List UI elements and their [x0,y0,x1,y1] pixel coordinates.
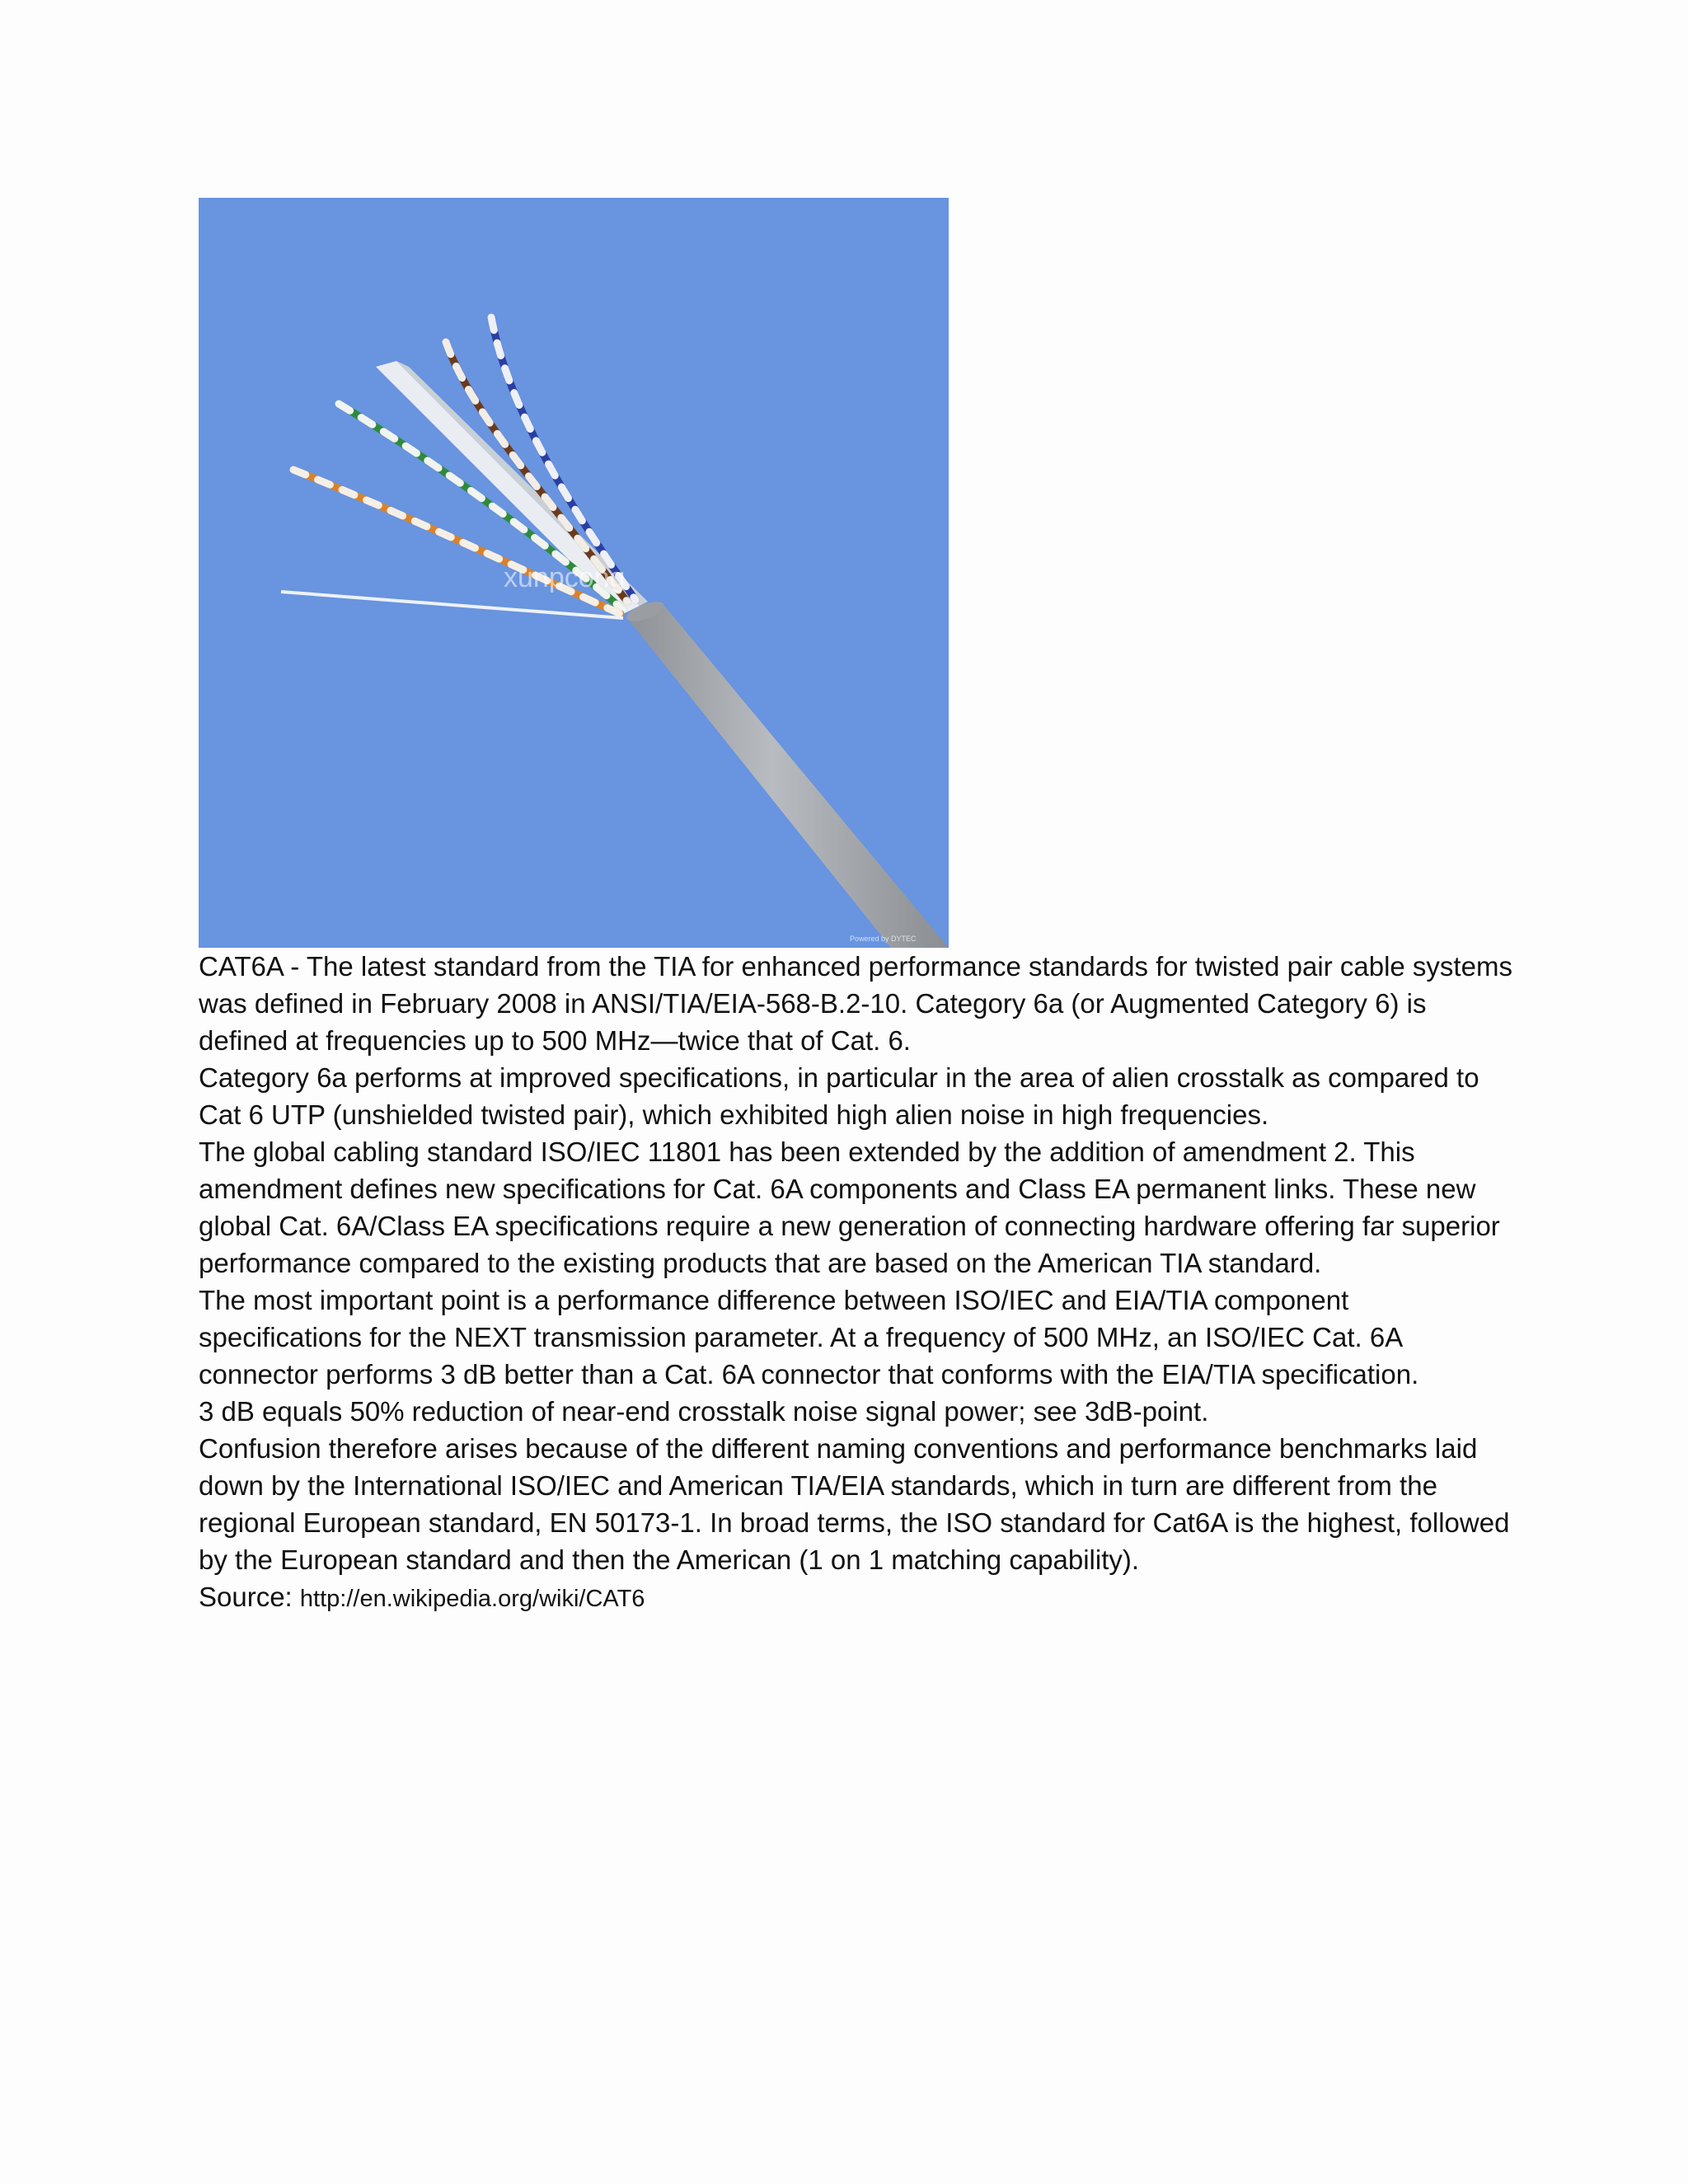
paragraph-iso-iec-11801: The global cabling standard ISO/IEC 11801 has been extended by the addition of amendment 2. This amendment defines new specifications for Cat. 6A components and Class EA permanent links. These new global Cat. 6A/Class EA specifications require a new generation of connecting hardware offering far superior performance compared to the existing products that are based on the American TIA standard. [199,1137,1500,1278]
watermark-text: xunpcong [504,562,626,593]
cable-photo [199,198,949,948]
paragraph-next-parameter: The most important point is a performance difference between ISO/IEC and EIA/TIA component specifications for the NEXT transmission parameter. At a frequency of 500 MHz, an ISO/IEC Cat. 6A connector performs 3 dB better than a Cat. 6A connector that conforms with the EIA/TIA specification. [199,1285,1419,1390]
photo-credit-text: Powered by DYTEC [850,935,917,943]
source-link[interactable]: http://en.wikipedia.org/wiki/CAT6 [299,1586,645,1612]
source-label: Source: [199,1582,300,1612]
paragraph-cat6a-intro: CAT6A - The latest standard from the TIA for enhanced performance standards for twisted pair cable systems was defined in February 2008 in ANSI/TIA/EIA-568-B.2-10. Category 6a (or Augmented Category 6) is defined at frequencies up to 500 MHz—twice that of Cat. 6. [199,951,1512,1056]
paragraph-3db: 3 dB equals 50% reduction of near-end crosstalk noise signal power; see 3dB-point. [199,1396,1209,1427]
article-text [199,948,1517,1618]
source-line [199,1578,1517,1618]
paragraph-confusion: Confusion therefore arises because of the different naming conventions and performance benchmarks laid down by the International ISO/IEC and American TIA/EIA standards, which in turn are different from the regional European standard, EN 50173-1. In broad terms, the ISO standard for Cat6A is the highest, followed by the European standard and then the American (1 on 1 matching capability). [199,1433,1510,1575]
paragraph-alien-crosstalk: Category 6a performs at improved specifications, in particular in the area of alien crosstalk as compared to Cat 6 UTP (unshielded twisted pair), which exhibited high alien noise in high frequencies. [199,1062,1479,1130]
